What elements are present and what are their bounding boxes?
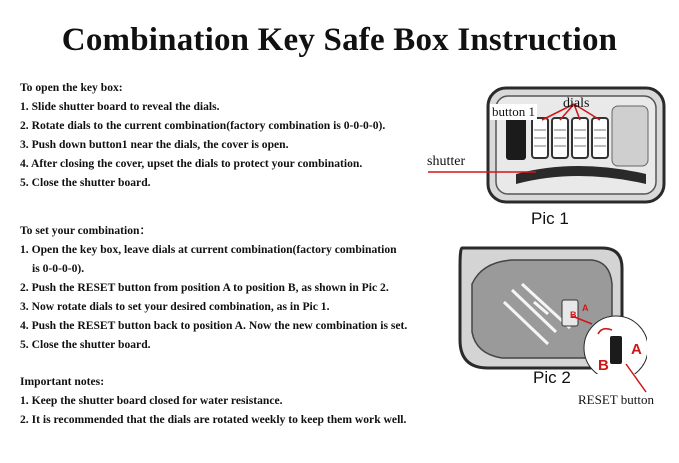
open-heading: To open the key box: <box>20 81 123 94</box>
reset-button-callout: RESET button <box>578 392 654 407</box>
page-title: Combination Key Safe Box Instruction <box>61 22 618 58</box>
reset-pos-b-small: B <box>570 310 577 320</box>
pic2-photo <box>452 244 647 374</box>
set-step-continuation: is 0-0-0-0). <box>32 262 85 275</box>
open-step: 2. Rotate dials to the current combination(factory combination is 0-0-0-0). <box>20 119 386 132</box>
set-step: 2. Push the RESET button from position A to position B, as shown in Pic 2. <box>20 281 389 294</box>
set-step: 1. Open the key box, leave dials at current combination(factory combination <box>20 243 397 256</box>
open-instructions <box>20 78 385 192</box>
reset-pos-a-small: A <box>582 303 589 313</box>
set-step: 4. Push the RESET button back to position A. Now the new combination is set. <box>20 319 408 332</box>
set-combination-instructions <box>20 221 407 354</box>
button1-shape <box>506 116 526 160</box>
shutter-callout: shutter <box>427 154 466 169</box>
note-item: 1. Keep the shutter board closed for water resistance. <box>20 394 283 407</box>
open-step: 1. Slide shutter board to reveal the dials. <box>20 100 220 113</box>
open-step: 4. After closing the cover, upset the dials to protect your combination. <box>20 157 363 170</box>
set-heading: To set your combination： <box>20 224 152 237</box>
notes-heading: Important notes: <box>20 375 105 388</box>
button1-callout: button 1 <box>492 104 535 119</box>
pic2-label: Pic 2 <box>533 368 571 387</box>
shutter-pointer <box>428 166 538 186</box>
open-step: 5. Close the shutter board. <box>20 176 151 189</box>
set-step: 5. Close the shutter board. <box>20 338 151 351</box>
dials-callout: dials <box>563 96 590 111</box>
important-notes <box>20 372 406 429</box>
set-step: 3. Now rotate dials to set your desired combination, as in Pic 1. <box>20 300 330 313</box>
pic1-label: Pic 1 <box>531 209 569 228</box>
note-item: 2. It is recommended that the dials are rotated weekly to keep them work well. <box>20 413 407 426</box>
reset-pos-b: B <box>598 357 609 374</box>
open-step: 3. Push down button1 near the dials, the cover is open. <box>20 138 289 151</box>
reset-pos-a: A <box>631 341 642 358</box>
